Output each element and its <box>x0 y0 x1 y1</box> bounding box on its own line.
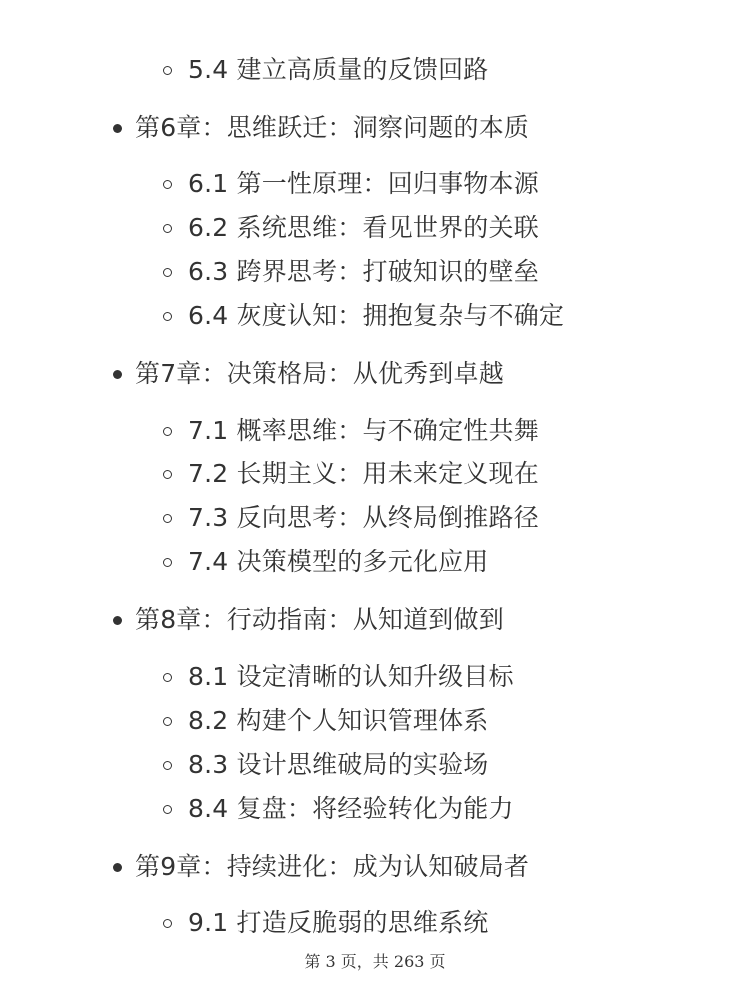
hollow-circle-bullet-icon <box>163 180 172 189</box>
filled-disc-bullet-icon <box>113 863 122 872</box>
section-title: 8.1 设定清晰的认知升级目标 <box>188 662 514 691</box>
section-title: 7.2 长期主义：用未来定义现在 <box>188 459 539 488</box>
section-title: 6.1 第一性原理：回归事物本源 <box>188 169 539 198</box>
hollow-circle-bullet-icon <box>163 427 172 436</box>
hollow-circle-bullet-icon <box>163 558 172 567</box>
hollow-circle-bullet-icon <box>163 268 172 277</box>
hollow-circle-bullet-icon <box>163 224 172 233</box>
chapter-title: 第9章：持续进化：成为认知破局者 <box>135 852 530 881</box>
section-title: 6.2 系统思维：看见世界的关联 <box>188 213 539 242</box>
section-title: 8.4 复盘：将经验转化为能力 <box>188 794 514 823</box>
section-title: 9.1 打造反脆弱的思维系统 <box>188 908 489 937</box>
chapter-title: 第8章：行动指南：从知道到做到 <box>135 605 504 634</box>
section-title: 7.3 反向思考：从终局倒推路径 <box>188 503 539 532</box>
filled-disc-bullet-icon <box>113 616 122 625</box>
hollow-circle-bullet-icon <box>163 470 172 479</box>
hollow-circle-bullet-icon <box>163 673 172 682</box>
hollow-circle-bullet-icon <box>163 66 172 75</box>
section-title: 5.4 建立高质量的反馈回路 <box>188 55 489 84</box>
hollow-circle-bullet-icon <box>163 805 172 814</box>
hollow-circle-bullet-icon <box>163 761 172 770</box>
section-title: 7.1 概率思维：与不确定性共舞 <box>188 416 539 445</box>
section-title: 6.4 灰度认知：拥抱复杂与不确定 <box>188 301 565 330</box>
hollow-circle-bullet-icon <box>163 919 172 928</box>
section-title: 8.3 设计思维破局的实验场 <box>188 750 489 779</box>
page-number-footer: 第 3 页，共 263 页 <box>304 952 446 971</box>
chapter-title: 第7章：决策格局：从优秀到卓越 <box>135 359 504 388</box>
filled-disc-bullet-icon <box>113 124 122 133</box>
filled-disc-bullet-icon <box>113 370 122 379</box>
hollow-circle-bullet-icon <box>163 514 172 523</box>
section-title: 7.4 决策模型的多元化应用 <box>188 547 489 576</box>
section-title: 6.3 跨界思考：打破知识的壁垒 <box>188 257 539 286</box>
hollow-circle-bullet-icon <box>163 717 172 726</box>
hollow-circle-bullet-icon <box>163 312 172 321</box>
section-title: 8.2 构建个人知识管理体系 <box>188 706 489 735</box>
chapter-title: 第6章：思维跃迁：洞察问题的本质 <box>135 113 530 142</box>
